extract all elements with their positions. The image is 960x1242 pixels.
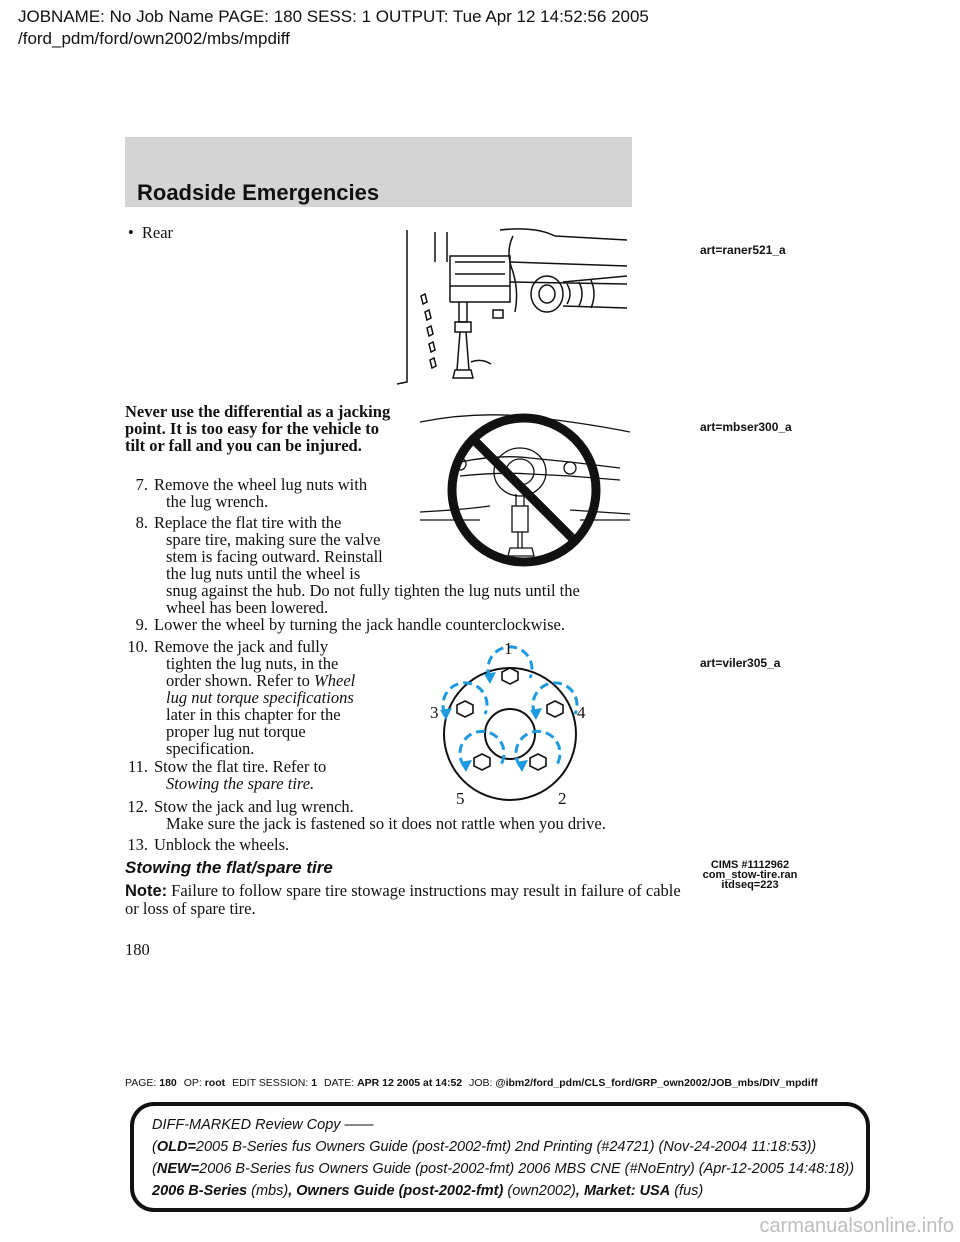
cims-label bbox=[700, 860, 800, 890]
cims-line2: com_stow-tire.ran bbox=[702, 869, 798, 881]
art-label-2: art=mbser300_a bbox=[700, 420, 792, 434]
lug-nut-1 bbox=[502, 668, 518, 684]
step-7-line: the lug wrench. bbox=[166, 492, 269, 511]
step-8-line: the lug nuts until the wheel is bbox=[166, 564, 361, 583]
step-10-line: specification. bbox=[166, 739, 255, 758]
art-label-1: art=raner521_a bbox=[700, 243, 786, 257]
lug-number-3: 3 bbox=[430, 703, 439, 722]
stowing-heading: Stowing the flat/spare tire bbox=[125, 858, 333, 877]
lug-nut-3 bbox=[457, 701, 473, 717]
page-number: 180 bbox=[125, 940, 150, 959]
step-10-line: Remove the jack and fully bbox=[154, 637, 329, 656]
footer-date-label: DATE: bbox=[324, 1077, 355, 1089]
footer-info bbox=[125, 1077, 818, 1089]
bullet-mark: • bbox=[128, 223, 134, 242]
wheel-ref-italic: Wheel bbox=[314, 671, 356, 690]
diff-review-box bbox=[130, 1102, 870, 1212]
diff-line-4 bbox=[152, 1182, 703, 1200]
job-header bbox=[18, 6, 649, 50]
lug-number-2: 2 bbox=[558, 789, 567, 808]
footer-job-label: JOB: bbox=[469, 1077, 493, 1089]
footer-op-value: root bbox=[204, 1077, 226, 1089]
diff-market: USA bbox=[639, 1183, 671, 1199]
step-12-line: Stow the jack and lug wrench. bbox=[154, 797, 354, 816]
diff-line-new: (NEW=2006 B-Series fus Owners Guide (post-2002-fmt) 2006 MBS CNE (#NoEntry) (Apr-12-2005 14:48:18)) bbox=[152, 1161, 855, 1177]
note-text: Failure to follow spare tire stowage instructions may result in failure of cable or loss of spare tire. bbox=[125, 881, 681, 918]
diff-market-label: , Market: bbox=[575, 1183, 640, 1199]
lug-nut-order-diagram bbox=[420, 634, 600, 814]
note-paragraph bbox=[125, 882, 685, 917]
step-10-line: lug nut torque specifications bbox=[166, 688, 354, 707]
diff-old-label: OLD= bbox=[156, 1139, 196, 1155]
footer-session-value: 1 bbox=[311, 1077, 318, 1089]
diff-line-1: DIFF-MARKED Review Copy —— bbox=[152, 1117, 374, 1133]
job-header-line2: /ford_pdm/ford/own2002/mbs/mpdiff bbox=[18, 29, 290, 48]
step-12-number: 12. bbox=[127, 797, 148, 816]
lug-number-1: 1 bbox=[504, 639, 513, 658]
step-8-line: stem is facing outward. Reinstall bbox=[166, 547, 383, 566]
diff-market-code: (fus) bbox=[670, 1183, 704, 1199]
footer-session-label: EDIT SESSION: bbox=[232, 1077, 309, 1089]
step-10-line: proper lug nut torque bbox=[166, 722, 306, 741]
step-8-line: snug against the hub. Do not fully tighten the lug nuts until the bbox=[166, 581, 580, 600]
lug-nut-2 bbox=[530, 754, 546, 770]
lug-nut-4 bbox=[547, 701, 563, 717]
diff-line-old: (OLD=2005 B-Series fus Owners Guide (post-2002-fmt) 2nd Printing (#24721) (Nov-24-2004 11:18:53)) bbox=[152, 1139, 817, 1155]
step-10-line: tighten the lug nuts, in the bbox=[166, 654, 339, 673]
footer-date-value: APR 12 2005 at 14:52 bbox=[357, 1077, 463, 1089]
lug-nut-5 bbox=[474, 754, 490, 770]
step-10-line: order shown. Refer to bbox=[166, 671, 315, 690]
bullet-item bbox=[128, 224, 173, 241]
job-header-line1: JOBNAME: No Job Name PAGE: 180 SESS: 1 OUTPUT: Tue Apr 12 14:52:56 2005 bbox=[18, 7, 649, 26]
diff-series-code: (mbs) bbox=[247, 1183, 289, 1199]
step-10-number: 10. bbox=[127, 637, 148, 656]
note-label: Note: bbox=[125, 882, 168, 900]
step-7-number: 7. bbox=[135, 475, 148, 494]
watermark: carmanualsonline.info bbox=[759, 1215, 954, 1237]
cims-line3: itdseq=223 bbox=[721, 879, 779, 891]
rear-jack-illustration bbox=[395, 222, 627, 388]
warning-text: Never use the differential as a jacking point. It is too easy for the vehicle to tilt or fall and you can be injured. bbox=[125, 402, 391, 455]
diff-old-text: 2005 B-Series fus Owners Guide (post-2002-fmt) 2nd Printing (#24721) (Nov-24-2004 11:18:53)) bbox=[195, 1139, 817, 1155]
step-13-line: Unblock the wheels. bbox=[154, 835, 290, 854]
art-label-3: art=viler305_a bbox=[700, 656, 781, 670]
step-8-number: 8. bbox=[135, 513, 148, 532]
footer-page-value: 180 bbox=[159, 1077, 177, 1089]
step-11-line: Stowing the spare tire. bbox=[166, 774, 315, 793]
bullet-text: Rear bbox=[141, 223, 174, 242]
lug-number-4: 4 bbox=[577, 703, 586, 722]
diff-new-text: 2006 B-Series fus Owners Guide (post-2002-fmt) 2006 MBS CNE (#NoEntry) (Apr-12-2005 14:48:18)) bbox=[199, 1161, 855, 1177]
footer-job-value: @ibm2/ford_pdm/CLS_ford/GRP_own2002/JOB_mbs/DIV_mpdiff bbox=[495, 1077, 818, 1089]
step-10-line: later in this chapter for the bbox=[166, 705, 341, 724]
step-9-line: Lower the wheel by turning the jack handle counterclockwise. bbox=[154, 615, 565, 634]
step-11-number: 11. bbox=[127, 757, 148, 776]
footer-op-label: OP: bbox=[183, 1077, 202, 1089]
section-title: Roadside Emergencies bbox=[137, 180, 380, 205]
step-11-line: Stow the flat tire. Refer to bbox=[154, 757, 327, 776]
step-8-line: Replace the flat tire with the bbox=[154, 513, 342, 532]
diff-series: 2006 B-Series bbox=[152, 1183, 248, 1199]
step-12-line: Make sure the jack is fastened so it does not rattle when you drive. bbox=[166, 814, 606, 833]
diff-guide: , Owners Guide (post-2002-fmt) bbox=[288, 1183, 504, 1199]
diff-guide-code: (own2002) bbox=[503, 1183, 576, 1199]
step-7-line: Remove the wheel lug nuts with bbox=[154, 475, 368, 494]
step-8-line: wheel has been lowered. bbox=[166, 598, 329, 617]
cims-line1: CIMS #1112962 bbox=[710, 859, 790, 871]
lug-number-5: 5 bbox=[456, 789, 465, 808]
diff-new-label: NEW= bbox=[156, 1161, 200, 1177]
step-9-number: 9. bbox=[135, 615, 148, 634]
step-13-number: 13. bbox=[127, 835, 148, 854]
footer-page-label: PAGE: bbox=[125, 1077, 157, 1089]
step-8-line: spare tire, making sure the valve bbox=[166, 530, 381, 549]
